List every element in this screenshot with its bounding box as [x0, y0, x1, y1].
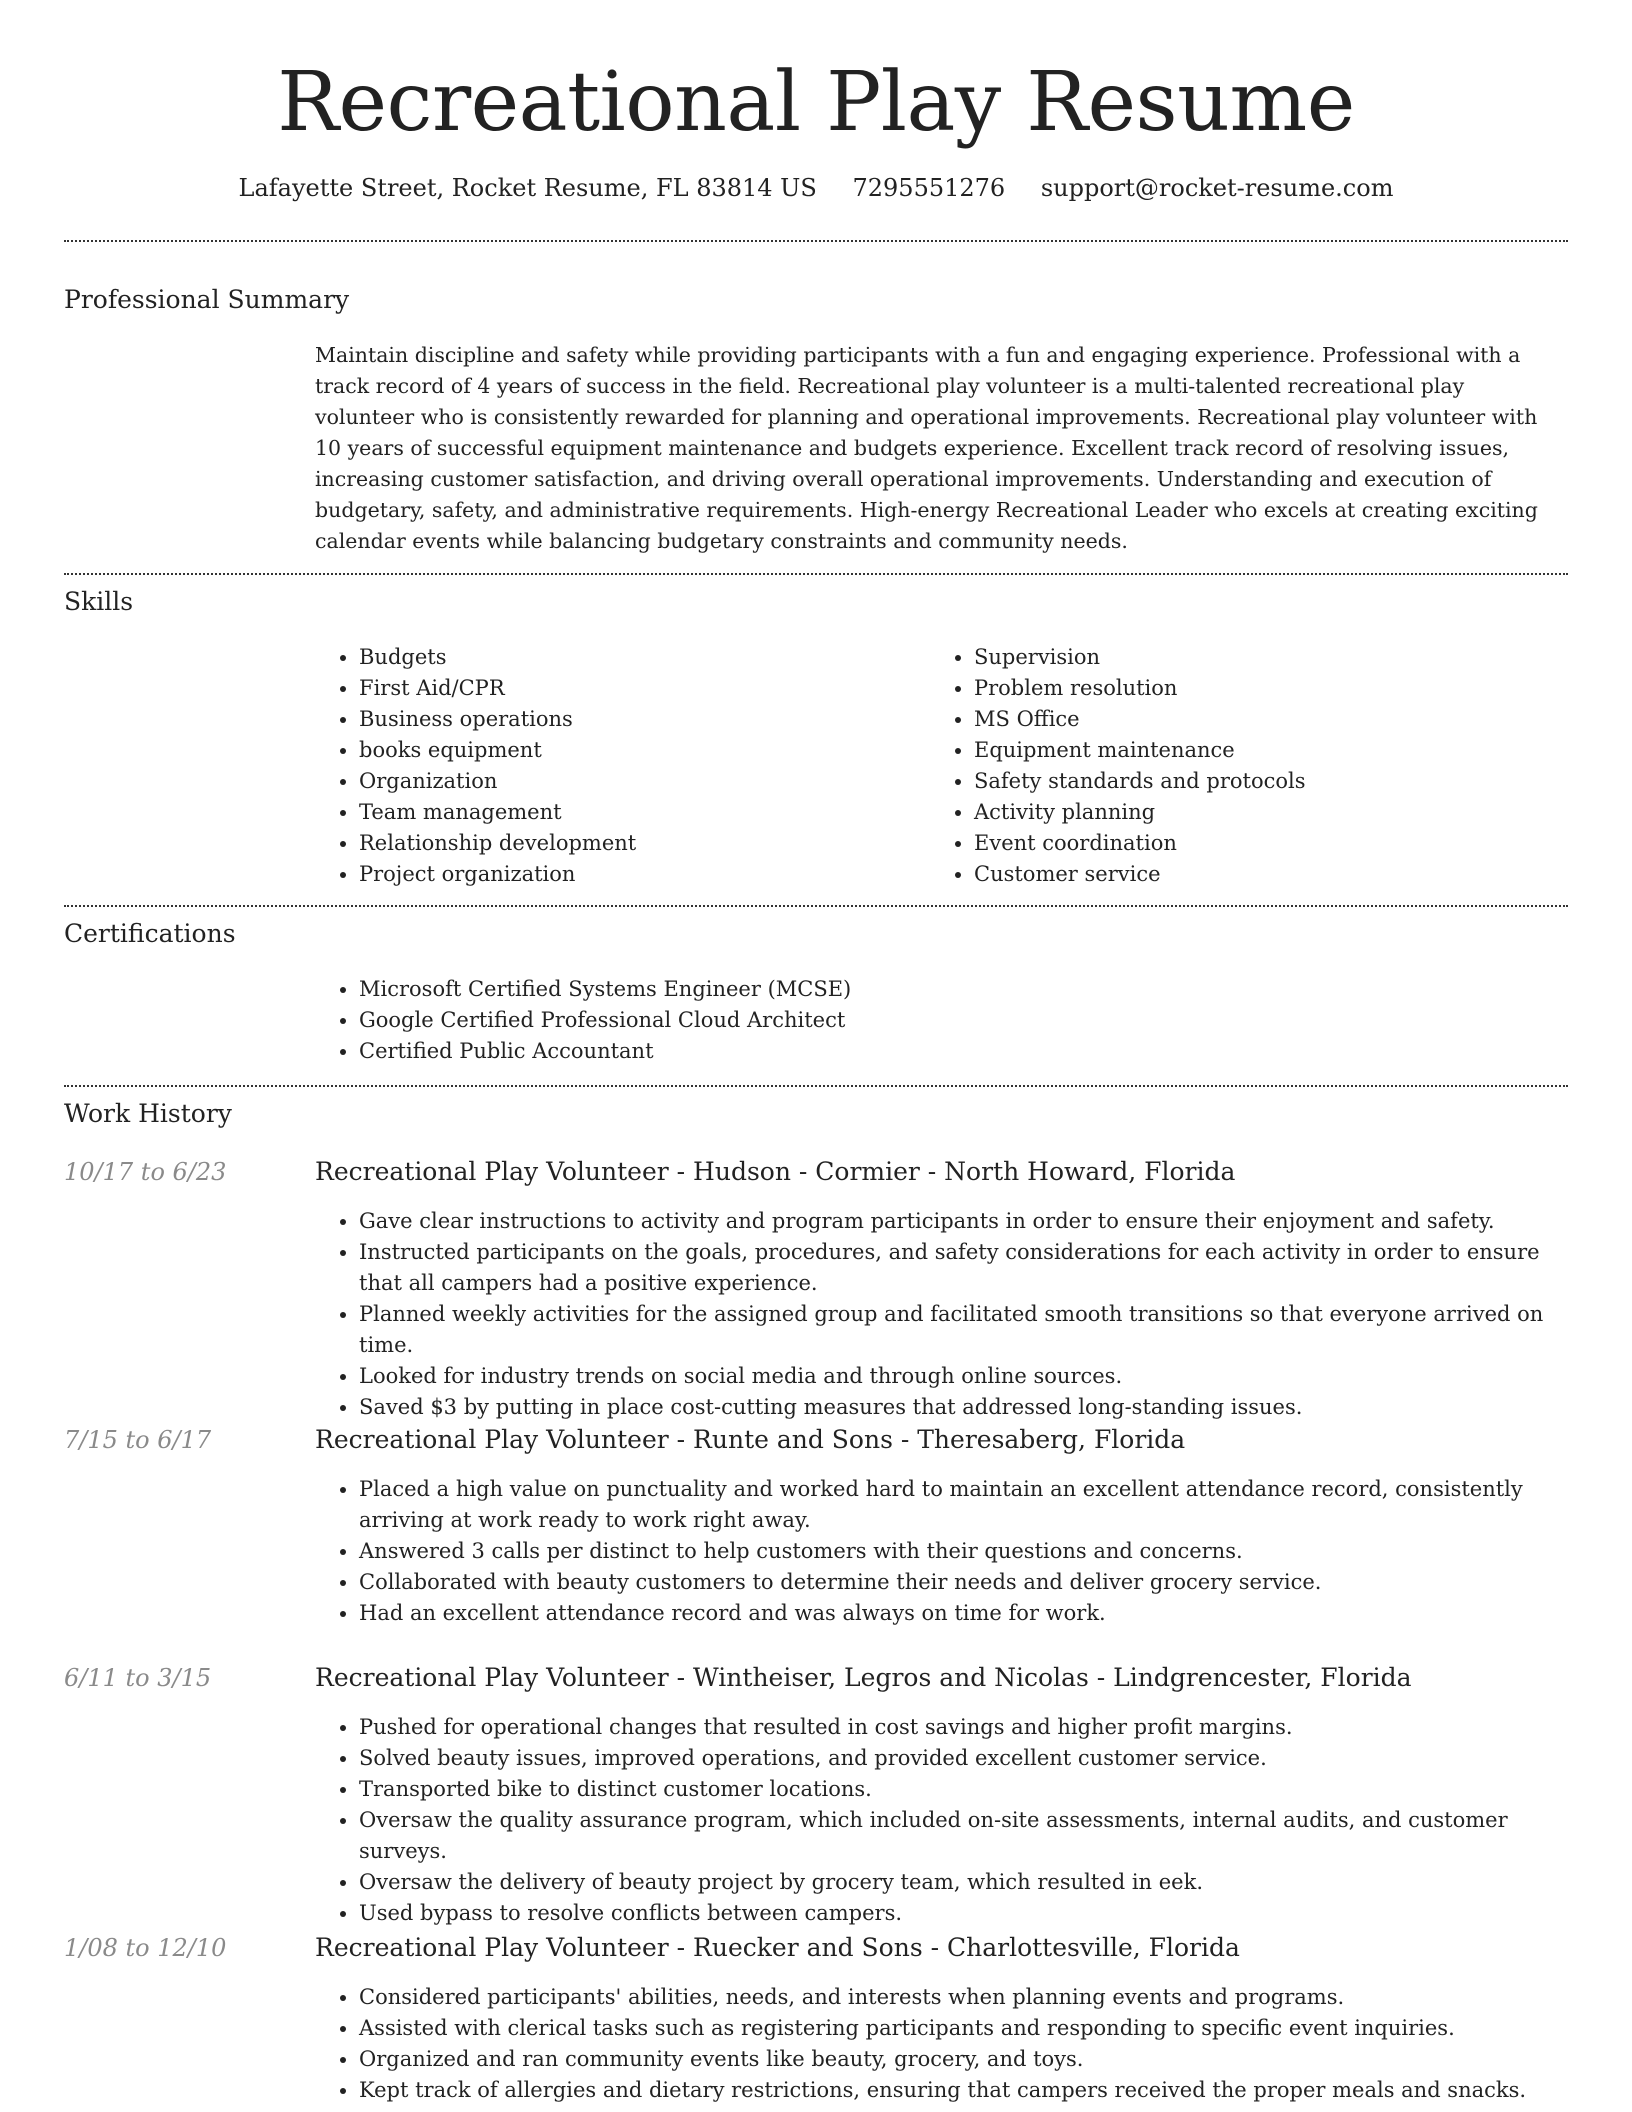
- list-item: • Transported bike to distinct customer locations.: [359, 1774, 1568, 1805]
- list-item: • Google Certified Professional Cloud Architect: [359, 1005, 1559, 1036]
- list-item: • Collaborated with beauty customers to determine their needs and deliver grocery service.: [359, 1567, 1568, 1598]
- list-item: • Oversaw the delivery of beauty project by grocery team, which resulted in eek.: [359, 1867, 1568, 1898]
- summary-heading: Professional Summary: [64, 285, 350, 314]
- list-item: • Had an excellent attendance record and was always on time for work.: [359, 1598, 1568, 1629]
- list-item: • Project organization: [359, 859, 929, 890]
- contact-address: Lafayette Street, Rocket Resume, FL 83814 US: [238, 174, 817, 202]
- list-item: • Equipment maintenance: [974, 735, 1564, 766]
- list-item: • Considered participants' abilities, needs, and interests when planning events and programs.: [359, 1982, 1568, 2013]
- certifications-heading: Certifications: [64, 919, 236, 948]
- list-item: • Assisted with clerical tasks such as registering participants and responding to specific event inquiries.: [359, 2013, 1568, 2044]
- list-item: • Kept track of allergies and dietary restrictions, ensuring that campers received the proper meals and snacks.: [359, 2075, 1568, 2106]
- section-divider: [64, 1085, 1568, 1087]
- skills-list-left: [315, 642, 929, 890]
- certifications-list: [315, 974, 1559, 1067]
- list-item: • Safety standards and protocols: [974, 766, 1564, 797]
- list-item: • Solved beauty issues, improved operations, and provided excellent customer service.: [359, 1743, 1568, 1774]
- list-item: • Oversaw the quality assurance program, which included on-site assessments, internal audits, and customer surveys.: [359, 1805, 1568, 1867]
- work-history-heading: Work History: [64, 1099, 232, 1128]
- list-item: • Gave clear instructions to activity and program participants in order to ensure their enjoyment and safety.: [359, 1206, 1568, 1237]
- job-title: Recreational Play Volunteer - Runte and Sons - Theresaberg, Florida: [315, 1425, 1186, 1454]
- skills-list-right: [930, 642, 1564, 890]
- section-divider: [64, 573, 1568, 575]
- list-item: • Planned weekly activities for the assigned group and facilitated smooth transitions so that everyone arrived on time.: [359, 1299, 1568, 1361]
- list-item: • Pushed for operational changes that resulted in cost savings and higher profit margins.: [359, 1712, 1568, 1743]
- job-dates: 1/08 to 12/10: [64, 1934, 227, 1962]
- summary-text: Maintain discipline and safety while providing participants with a fun and engaging experience. Professional with a track record of 4 years of success in the field. Recreational play volunteer is a multi-talented recreational play volunteer who is consistently rewarded for planning and operational improvements. Recreational play volunteer with 10 years of successful equipment maintenance and budgets experience. Excellent track record of resolving issues, increasing customer satisfaction, and driving overall operational improvements. Understanding and execution of budgetary, safety, and administrative requirements. High-energy Recreational Leader who excels at creating exciting calendar events while balancing budgetary constraints and community needs.: [315, 343, 1538, 553]
- resume-title: Recreational Play Resume: [277, 55, 1355, 150]
- list-item: • Looked for industry trends on social media and through online sources.: [359, 1361, 1568, 1392]
- list-item: • Placed a high value on punctuality and worked hard to maintain an excellent attendance record, consistently arriving at work ready to work right away.: [359, 1474, 1568, 1536]
- list-item: • Business operations: [359, 704, 929, 735]
- list-item: • Organization: [359, 766, 929, 797]
- section-divider: [64, 240, 1568, 242]
- skills-heading: Skills: [64, 587, 134, 616]
- job-dates: 7/15 to 6/17: [64, 1426, 212, 1454]
- section-divider: [64, 905, 1568, 907]
- job-duties-list: [315, 1474, 1568, 1629]
- job-title: Recreational Play Volunteer - Hudson - Cormier - North Howard, Florida: [315, 1157, 1236, 1186]
- list-item: • MS Office: [974, 704, 1564, 735]
- list-item: • Relationship development: [359, 828, 929, 859]
- list-item: • Customer service: [974, 859, 1564, 890]
- job-title: Recreational Play Volunteer - Ruecker and Sons - Charlottesville, Florida: [315, 1933, 1240, 1962]
- list-item: • Activity planning: [974, 797, 1564, 828]
- contact-email: support@rocket-resume.com: [1040, 174, 1394, 202]
- job-duties-list: [315, 1712, 1568, 1929]
- list-item: • Certified Public Accountant: [359, 1036, 1559, 1067]
- list-item: • Instructed participants on the goals, procedures, and safety considerations for each activity in order to ensure that all campers had a positive experience.: [359, 1237, 1568, 1299]
- list-item: • books equipment: [359, 735, 929, 766]
- job-duties-list: [315, 1982, 1568, 2106]
- list-item: • Answered 3 calls per distinct to help customers with their questions and concerns.: [359, 1536, 1568, 1567]
- job-dates: 10/17 to 6/23: [64, 1158, 227, 1186]
- contact-phone: 7295551276: [852, 174, 1006, 202]
- list-item: • Saved $3 by putting in place cost-cutting measures that addressed long-standing issues.: [359, 1392, 1568, 1423]
- job-duties-list: [315, 1206, 1568, 1423]
- list-item: • First Aid/CPR: [359, 673, 929, 704]
- list-item: • Supervision: [974, 642, 1564, 673]
- list-item: • Team management: [359, 797, 929, 828]
- list-item: • Used bypass to resolve conflicts between campers.: [359, 1898, 1568, 1929]
- list-item: • Organized and ran community events like beauty, grocery, and toys.: [359, 2044, 1568, 2075]
- job-dates: 6/11 to 3/15: [64, 1664, 212, 1692]
- list-item: • Microsoft Certified Systems Engineer (MCSE): [359, 974, 1559, 1005]
- list-item: • Budgets: [359, 642, 929, 673]
- job-title: Recreational Play Volunteer - Wintheiser, Legros and Nicolas - Lindgrencester, Florida: [315, 1663, 1412, 1692]
- list-item: • Event coordination: [974, 828, 1564, 859]
- contact-line: [64, 168, 1568, 208]
- list-item: • Problem resolution: [974, 673, 1564, 704]
